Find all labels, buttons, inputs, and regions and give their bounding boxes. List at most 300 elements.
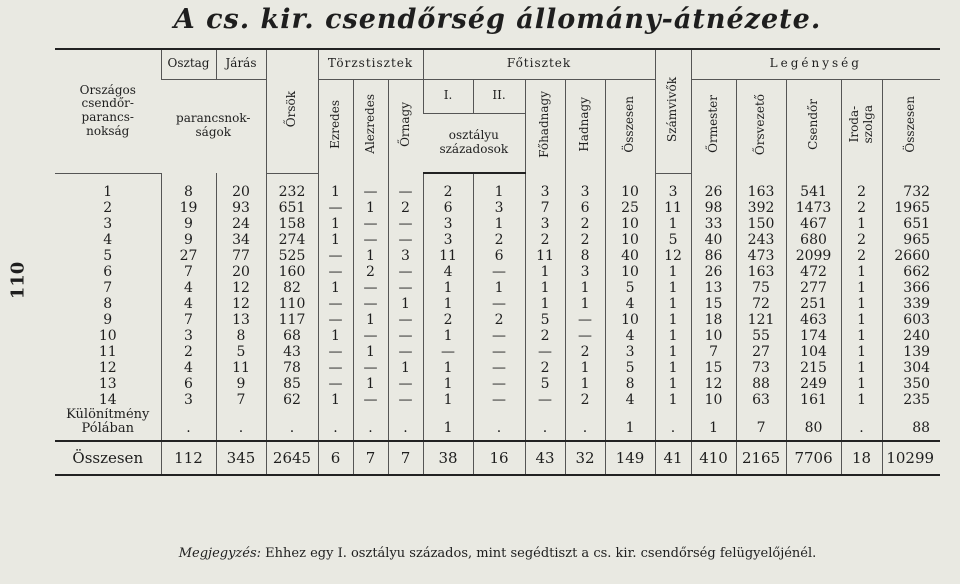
table-cell: 6: [423, 200, 473, 216]
row-label: 13: [98, 376, 117, 392]
table-cell: .: [525, 408, 565, 441]
total-cell: 345: [216, 441, 266, 475]
table-cell: 2: [565, 392, 605, 408]
table-cell: 4: [605, 392, 655, 408]
table-cell: 7: [736, 408, 786, 441]
table-cell: 93: [216, 200, 266, 216]
table-cell: 1: [353, 200, 388, 216]
table-cell: 10: [605, 216, 655, 232]
table-cell: 43: [266, 344, 318, 360]
col-header-orsok: Őrsök: [266, 49, 318, 173]
table-row: [55, 248, 940, 264]
table-cell: 7: [216, 392, 266, 408]
col-header-orsvezeto: Őrsvezető: [736, 79, 786, 173]
table-cell: 1: [318, 232, 353, 248]
table-cell: 10: [691, 328, 736, 344]
table-cell: 18: [691, 312, 736, 328]
table-cell: 55: [736, 328, 786, 344]
table-cell: —: [525, 392, 565, 408]
table-cell: —: [473, 328, 525, 344]
table-cell: 13: [216, 312, 266, 328]
table-cell: —: [353, 392, 388, 408]
group-header-legenyseg: Legénység: [691, 49, 940, 79]
table-row: [55, 296, 940, 312]
col-header-csendor: Csendőr: [786, 79, 841, 173]
total-cell: 38: [423, 441, 473, 475]
table-cell: 7: [161, 312, 216, 328]
table-cell: —: [525, 344, 565, 360]
table-cell: —: [318, 376, 353, 392]
table-cell: 1: [655, 264, 691, 280]
table-row: [55, 360, 940, 376]
table-cell: 4: [161, 296, 216, 312]
table-cell: 1: [423, 360, 473, 376]
table-cell: 1: [318, 216, 353, 232]
col-header-hadnagy: Hadnagy: [565, 79, 605, 173]
table-cell: 1: [423, 408, 473, 441]
table-cell: 78: [266, 360, 318, 376]
table-cell: 2: [841, 200, 882, 216]
table-cell: 2: [525, 328, 565, 344]
row-label: 1: [103, 183, 113, 200]
total-cell: 410: [691, 441, 736, 475]
table-cell: 2: [423, 173, 473, 200]
table-cell: 1: [655, 328, 691, 344]
table-cell: 2: [525, 360, 565, 376]
table-cell: 1: [655, 360, 691, 376]
table-row: [55, 173, 940, 200]
total-row: [55, 441, 940, 475]
table-cell: 965: [882, 232, 940, 248]
table-cell: 8: [565, 248, 605, 264]
table-row: [55, 232, 940, 248]
table-cell: 88: [736, 376, 786, 392]
group-header-torzstisztek: Törzstisztek: [318, 49, 423, 79]
row-label: 14: [98, 392, 117, 408]
table-cell: 1: [565, 296, 605, 312]
table-cell: 150: [736, 216, 786, 232]
table-cell: 3: [388, 248, 423, 264]
table-cell: 5: [605, 280, 655, 296]
table-cell: .: [216, 408, 266, 441]
table-cell: —: [388, 216, 423, 232]
table-cell: 1: [655, 344, 691, 360]
table-cell: 243: [736, 232, 786, 248]
table-cell: 1: [655, 392, 691, 408]
row-label: 7: [103, 280, 113, 296]
table-cell: 1: [353, 376, 388, 392]
table-cell: 1: [423, 280, 473, 296]
total-cell: 112: [161, 441, 216, 475]
table-cell: 1: [841, 312, 882, 328]
table-cell: 27: [161, 248, 216, 264]
table-cell: 215: [786, 360, 841, 376]
table-cell: 8: [216, 328, 266, 344]
table-cell: 40: [691, 232, 736, 248]
table-cell: 1: [655, 216, 691, 232]
table-cell: —: [423, 344, 473, 360]
table-cell: .: [318, 408, 353, 441]
table-cell: —: [388, 328, 423, 344]
table-cell: 680: [786, 232, 841, 248]
table-cell: .: [655, 408, 691, 441]
table-cell: 1473: [786, 200, 841, 216]
table-cell: 77: [216, 248, 266, 264]
table-cell: 249: [786, 376, 841, 392]
table-cell: —: [565, 312, 605, 328]
table-cell: 2: [841, 232, 882, 248]
table-cell: 82: [266, 280, 318, 296]
table-cell: 68: [266, 328, 318, 344]
table-row: [55, 200, 940, 216]
total-cell: 18: [841, 441, 882, 475]
table-cell: —: [353, 173, 388, 200]
table-cell: 2: [841, 248, 882, 264]
table-cell: 1: [525, 280, 565, 296]
table-cell: 1: [318, 328, 353, 344]
table-cell: 10: [691, 392, 736, 408]
table-cell: —: [318, 248, 353, 264]
total-cell: 7706: [786, 441, 841, 475]
table-cell: 110: [266, 296, 318, 312]
table-cell: 10: [605, 312, 655, 328]
total-cell: 41: [655, 441, 691, 475]
col-header-osztaly-2: II.: [473, 79, 525, 113]
col-header-irodaszolga: Iroda- szolga: [841, 79, 882, 173]
table-cell: 63: [736, 392, 786, 408]
table-cell: 5: [525, 312, 565, 328]
col-header-osszesen-tiszt: Összesen: [605, 79, 655, 173]
row-label: 4: [103, 232, 113, 248]
table-cell: 274: [266, 232, 318, 248]
row-label: 5: [103, 248, 113, 264]
table-cell: 9: [161, 232, 216, 248]
table-cell: 27: [736, 344, 786, 360]
table-row-pola: [55, 408, 940, 441]
col-header-jaras: Járás: [216, 49, 266, 79]
table-cell: —: [388, 344, 423, 360]
table-cell: 80: [786, 408, 841, 441]
table-cell: 1: [318, 392, 353, 408]
table-cell: 75: [736, 280, 786, 296]
total-label: Összesen: [55, 441, 161, 475]
table-cell: 12: [655, 248, 691, 264]
table-cell: 1: [353, 312, 388, 328]
table-cell: 3: [161, 328, 216, 344]
col-header-osztaly-1: I.: [423, 79, 473, 113]
table-cell: —: [353, 328, 388, 344]
table-cell: —: [388, 264, 423, 280]
table-cell: 5: [605, 360, 655, 376]
table-cell: .: [161, 408, 216, 441]
table-cell: .: [841, 408, 882, 441]
statistics-table: [55, 48, 940, 476]
col-header-ormester: Őrmester: [691, 79, 736, 173]
table-cell: —: [388, 312, 423, 328]
table-cell: 10: [605, 173, 655, 200]
total-cell: 149: [605, 441, 655, 475]
table-cell: 473: [736, 248, 786, 264]
table-cell: 72: [736, 296, 786, 312]
table-cell: 1: [655, 376, 691, 392]
table-cell: 1: [423, 296, 473, 312]
table-cell: 1: [841, 392, 882, 408]
row-label: 3: [103, 216, 113, 232]
table-cell: 1: [691, 408, 736, 441]
table-cell: 1: [655, 296, 691, 312]
table-cell: 26: [691, 264, 736, 280]
table-cell: —: [318, 312, 353, 328]
table-cell: 3: [423, 232, 473, 248]
table-cell: 8: [605, 376, 655, 392]
table-cell: 1965: [882, 200, 940, 216]
table-cell: 12: [216, 280, 266, 296]
table-cell: 240: [882, 328, 940, 344]
table-cell: 525: [266, 248, 318, 264]
table-cell: —: [388, 173, 423, 200]
total-cell: 2645: [266, 441, 318, 475]
table-cell: 235: [882, 392, 940, 408]
table-cell: —: [388, 280, 423, 296]
footnote: [55, 546, 940, 561]
table-cell: 5: [525, 376, 565, 392]
table-cell: 161: [786, 392, 841, 408]
total-cell: 2165: [736, 441, 786, 475]
table-cell: —: [473, 344, 525, 360]
table-cell: 1: [388, 296, 423, 312]
table-cell: 1: [565, 280, 605, 296]
table-cell: 3: [565, 173, 605, 200]
table-cell: 1: [565, 376, 605, 392]
table-cell: —: [353, 296, 388, 312]
table-cell: 1: [655, 312, 691, 328]
table-cell: 62: [266, 392, 318, 408]
col-header-osztalyu-szazadosok: osztályu századosok: [423, 113, 525, 173]
table-cell: 1: [841, 216, 882, 232]
table-cell: 732: [882, 173, 940, 200]
total-cell: 16: [473, 441, 525, 475]
table-cell: 26: [691, 173, 736, 200]
table-cell: —: [318, 264, 353, 280]
row-label: 9: [103, 312, 113, 328]
table-cell: 2: [565, 232, 605, 248]
table-cell: 86: [691, 248, 736, 264]
table-cell: 2: [423, 312, 473, 328]
table-row: [55, 328, 940, 344]
table-cell: 463: [786, 312, 841, 328]
table-cell: 9: [161, 216, 216, 232]
table-cell: 11: [525, 248, 565, 264]
table-cell: 3: [525, 173, 565, 200]
table-cell: 4: [605, 328, 655, 344]
table-cell: 8: [161, 173, 216, 200]
table-cell: 467: [786, 216, 841, 232]
table-cell: 12: [216, 296, 266, 312]
table-row: [55, 312, 940, 328]
table-row: [55, 344, 940, 360]
table-cell: .: [388, 408, 423, 441]
table-cell: 34: [216, 232, 266, 248]
table-cell: .: [565, 408, 605, 441]
table-cell: 1: [473, 216, 525, 232]
table-cell: 1: [841, 328, 882, 344]
table-cell: 3: [605, 344, 655, 360]
table-cell: 1: [353, 344, 388, 360]
table-cell: 2: [473, 232, 525, 248]
table-cell: 10: [605, 264, 655, 280]
table-cell: 2099: [786, 248, 841, 264]
table-cell: —: [473, 360, 525, 376]
row-label: 11: [98, 344, 117, 360]
col-header-szamvivok: Számvivők: [655, 49, 691, 173]
table-cell: 2: [353, 264, 388, 280]
table-row: [55, 376, 940, 392]
table-cell: 1: [353, 248, 388, 264]
table-cell: 6: [565, 200, 605, 216]
row-label: 10: [98, 328, 117, 344]
table-cell: —: [318, 344, 353, 360]
table-cell: 339: [882, 296, 940, 312]
table-cell: 7: [525, 200, 565, 216]
row-label: 2: [103, 200, 113, 216]
table-cell: 174: [786, 328, 841, 344]
col-header-parancsnoksagok: parancsnok- ságok: [176, 111, 251, 140]
table-cell: 98: [691, 200, 736, 216]
table-cell: .: [473, 408, 525, 441]
table-cell: 1: [841, 376, 882, 392]
total-cell: 10299: [882, 441, 940, 475]
table-cell: 4: [161, 360, 216, 376]
table-cell: 1: [525, 264, 565, 280]
table-cell: —: [353, 280, 388, 296]
table-cell: 2: [565, 344, 605, 360]
table-cell: —: [353, 216, 388, 232]
table-cell: 2: [565, 216, 605, 232]
col-header-osztag: Osztag: [161, 49, 216, 79]
row-label: 8: [103, 296, 113, 312]
table-cell: 1: [841, 360, 882, 376]
table-cell: —: [473, 264, 525, 280]
table-cell: 350: [882, 376, 940, 392]
table-cell: 662: [882, 264, 940, 280]
table-row: [55, 280, 940, 296]
table-cell: 651: [882, 216, 940, 232]
table-cell: 1: [841, 344, 882, 360]
table-cell: 20: [216, 173, 266, 200]
table-cell: 163: [736, 264, 786, 280]
table-cell: 1: [423, 392, 473, 408]
table-cell: 651: [266, 200, 318, 216]
col-header-fohadnagy: Főhadnagy: [525, 79, 565, 173]
table-cell: 232: [266, 173, 318, 200]
table-cell: 10: [605, 232, 655, 248]
table-cell: 25: [605, 200, 655, 216]
total-cell: 7: [353, 441, 388, 475]
table-cell: 2: [388, 200, 423, 216]
table-cell: 3: [565, 264, 605, 280]
table-cell: 33: [691, 216, 736, 232]
table-cell: .: [266, 408, 318, 441]
table-cell: —: [353, 232, 388, 248]
col-header-ornagy: Őrnagy: [388, 79, 423, 173]
table-cell: —: [388, 232, 423, 248]
table-cell: 2: [841, 173, 882, 200]
table-cell: 2: [161, 344, 216, 360]
table-cell: 6: [473, 248, 525, 264]
table-cell: 12: [691, 376, 736, 392]
table-cell: 1: [318, 173, 353, 200]
table-cell: 1: [473, 173, 525, 200]
table-cell: 15: [691, 296, 736, 312]
table-cell: 11: [655, 200, 691, 216]
table-cell: 472: [786, 264, 841, 280]
table-row: [55, 264, 940, 280]
table-cell: 5: [655, 232, 691, 248]
col-header-ezredes: Ezredes: [318, 79, 353, 173]
table-cell: 1: [841, 280, 882, 296]
table-cell: 1: [423, 376, 473, 392]
table-cell: —: [473, 392, 525, 408]
table-cell: 11: [423, 248, 473, 264]
table-cell: 121: [736, 312, 786, 328]
table-cell: —: [388, 376, 423, 392]
table-cell: —: [388, 392, 423, 408]
table-cell: 3: [473, 200, 525, 216]
table-cell: —: [318, 296, 353, 312]
table-cell: —: [318, 200, 353, 216]
table-row: [55, 392, 940, 408]
table-cell: 1: [423, 328, 473, 344]
table-cell: 4: [605, 296, 655, 312]
table-cell: —: [318, 360, 353, 376]
table-cell: 2: [525, 232, 565, 248]
table-cell: 6: [161, 376, 216, 392]
table-cell: 13: [691, 280, 736, 296]
col-header-osszesen-legeny: Összesen: [882, 79, 940, 173]
total-cell: 43: [525, 441, 565, 475]
table-cell: 1: [605, 408, 655, 441]
table-cell: 3: [423, 216, 473, 232]
table-cell: 1: [655, 280, 691, 296]
table-cell: 24: [216, 216, 266, 232]
total-cell: 6: [318, 441, 353, 475]
table-cell: —: [473, 296, 525, 312]
total-cell: 7: [388, 441, 423, 475]
group-header-fotisztek: Főtisztek: [423, 49, 655, 79]
col-header-alezredes: Alezredes: [353, 79, 388, 173]
table-cell: 1: [841, 296, 882, 312]
table-cell: 4: [423, 264, 473, 280]
table-cell: 163: [736, 173, 786, 200]
table-cell: 1: [388, 360, 423, 376]
table-cell: 15: [691, 360, 736, 376]
table-cell: 392: [736, 200, 786, 216]
table-cell: 304: [882, 360, 940, 376]
table-cell: .: [353, 408, 388, 441]
table-cell: 7: [691, 344, 736, 360]
table-cell: 19: [161, 200, 216, 216]
row-label: 12: [98, 360, 117, 376]
table-cell: —: [473, 376, 525, 392]
page-number: 110: [7, 261, 29, 300]
table-cell: 4: [161, 280, 216, 296]
table-cell: 251: [786, 296, 841, 312]
table-cell: 2660: [882, 248, 940, 264]
page-title: A cs. kir. csendőrség állomány-átnézete.: [173, 4, 822, 35]
footnote-text: Ehhez egy I. osztályu százados, mint segédtiszt a cs. kir. csendőrség felügyelőjénél.: [265, 546, 817, 561]
col-header-orszagos: Országos csendőr- parancs- nokság: [55, 49, 161, 173]
table-cell: 366: [882, 280, 940, 296]
